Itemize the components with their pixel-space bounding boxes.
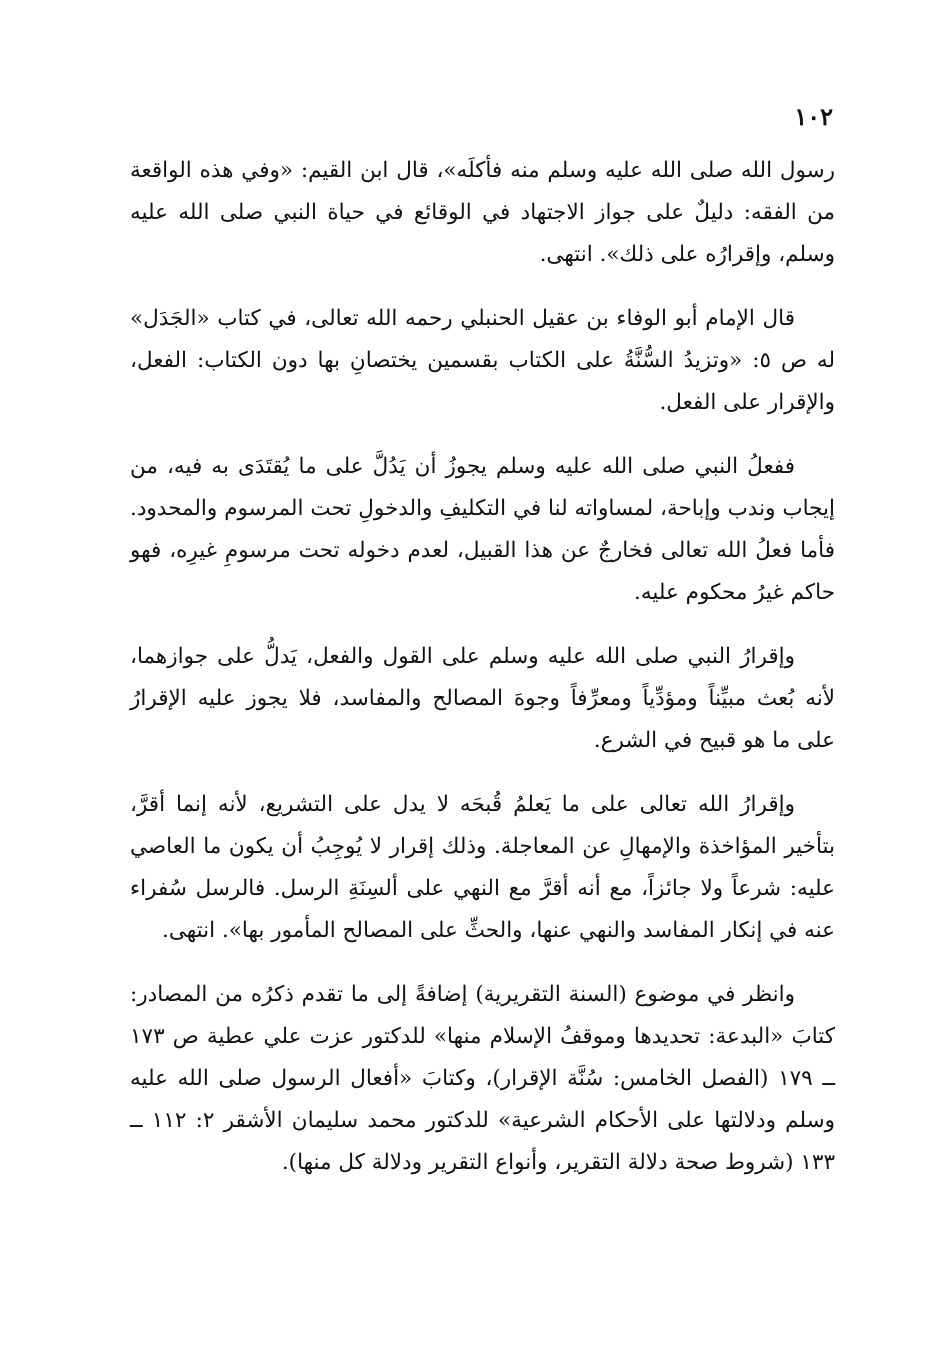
page-number: ١٠٢ [794, 102, 833, 131]
paragraph-ibn-aqil-quote: قال الإمام أبو الوفاء بن عقيل الحنبلي رحمه الله تعالى، في كتاب «الجَدَل» له ص ٥: «وتزيدُ السُّنَّةُ على الكتاب بقسمين يختصانِ بها دون الكتاب: الفعل، والإقرار على الفعل. [130, 306, 835, 415]
paragraph-divine-approval: وإقرارُ الله تعالى على ما يَعلمُ قُبحَه لا يدل على التشريع، لأنه إنما أقرَّ، بتأخير المؤاخذة والإمهالِ عن المعاجلة. وذلك إقرار لا يُوجِبُ أن يكون ما العاصي عليه: شرعاً ولا جائزاً، مع أنه أقرَّ مع النهي على ألسِنَةِ الرسل. فالرسل سُفراء عنه في إنكار المفاسد والنهي عنها، والحثِّ على المصالح المأمور بها». انتهى. [130, 792, 835, 943]
paragraph-prophet-action: ففعلُ النبي صلى الله عليه وسلم يجوزُ أن يَدُلَّ على ما يُقتَدَى به فيه، من إيجاب وندب وإباحة، لمساواته لنا في التكليفِ والدخولِ تحت المرسوم والمحدود. فأما فعلُ الله تعالى فخارجٌ عن هذا القبيل، لعدم دخوله تحت مرسومِ غيرِه، فهو حاكم غيرُ محكوم عليه. [130, 454, 835, 605]
paragraph-continuation: رسول الله صلى الله عليه وسلم منه فأكلَه»، قال ابن القيم: «وفي هذه الواقعة من الفقه: دليلٌ على جواز الاجتهاد في الوقائع في حياة النبي صلى الله عليه وسلم، وإقرارُه على ذلك». انتهى. [130, 158, 835, 267]
page-body [130, 150, 835, 1206]
paragraph-prophet-approval: وإقرارُ النبي صلى الله عليه وسلم على القول والفعل، يَدلُّ على جوازهما، لأنه بُعث مبيِّناً ومؤدِّياً ومعرِّفاً وجوهَ المصالح والمفاسد، فلا يجوز عليه الإقرارُ على ما هو قبيح في الشرع. [130, 644, 835, 753]
paragraph-references: وانظر في موضوع (السنة التقريرية) إضافةً إلى ما تقدم ذكرُه من المصادر: كتابَ «البدعة: تحديدها وموقفُ الإسلام منها» للدكتور عزت علي عطية ص ١٧٣ ــ ١٧٩ (الفصل الخامس: سُنَّة الإقرار)، وكتابَ «أفعال الرسول صلى الله عليه وسلم ودلالتها على الأحكام الشرعية» للدكتور محمد سليمان الأشقر ٢: ١١٢ ــ ١٣٣ (شروط صحة دلالة التقرير، وأنواع التقرير ودلالة كل منها). [130, 982, 836, 1175]
